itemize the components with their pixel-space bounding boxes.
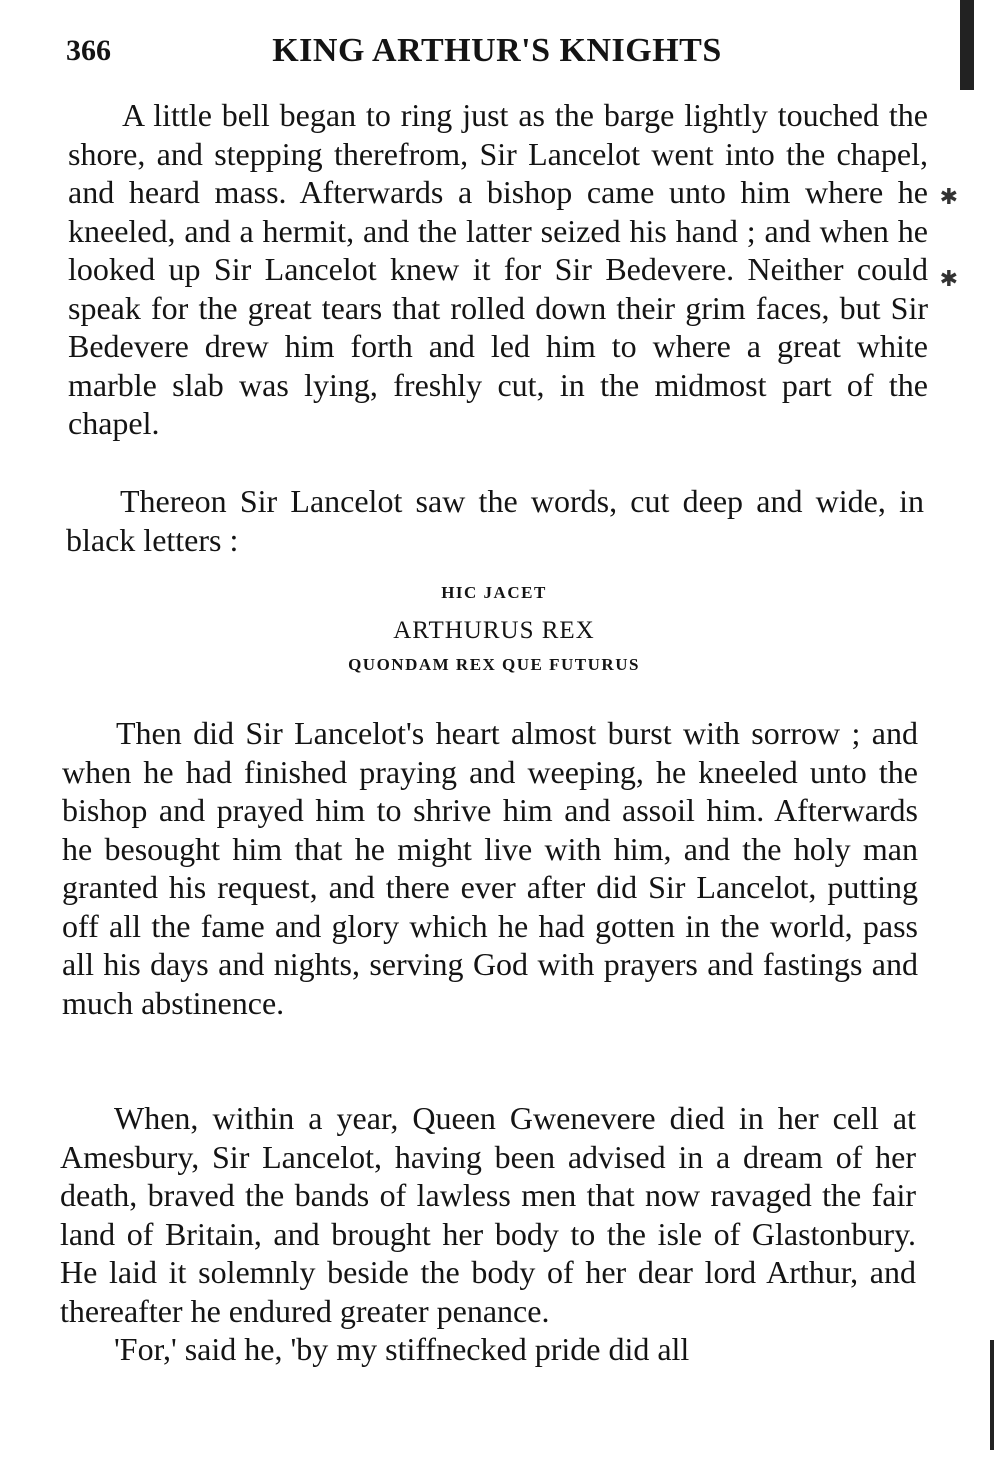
scan-edge-mark-top [960,0,974,90]
scan-edge-mark-bottom [990,1340,994,1450]
inscription-line-1: HIC JACET [441,583,547,602]
scan-speck-1: ✱ [939,184,958,209]
paragraph-bell-ringing: A little bell began to ring just as the barge lightly touched the shore, and stepping therefrom, Sir Lancelot went into the chapel, and heard mass. Afterwards a bishop came unto him where he kneeled, and a hermit, and the latter seized his hand ; and when he looked up Sir Lancelot knew it for Sir Bedevere. Neither could speak for the great tears that rolled down their grim faces, but Sir Bedevere drew him forth and led him to where a great white marble slab was lying, freshly cut, in the midmost part of the chapel. [68,97,928,441]
tomb-inscription [60,580,928,680]
page-header [66,28,928,78]
scan-speck-2: ✱ [939,266,958,291]
paragraph-gwenevere-death: When, within a year, Queen Gwenevere died in her cell at Amesbury, Sir Lancelot, having been advised in a dream of her death, braved the bands of lawless men that now ravaged the fair land of Britain, and brought her body to the isle of Glastonbury. He laid it solemnly beside the body of her dear lord Arthur, and thereafter he endured greater penance. [60,1100,916,1329]
inscription-line-3: QUONDAM REX QUE FUTURUS [348,655,640,674]
running-title: KING ARTHUR'S KNIGHTS [272,32,722,69]
paragraph-lancelot-sorrow: Then did Sir Lancelot's heart almost burst with sorrow ; and when he had finished praying and weeping, he kneeled unto the bishop and prayed him to shrive him and assoil him. Afterwards he besought him that he might live with him, and the holy man granted his request, and there ever after did Sir Lancelot, putting off all the fame and glory which he had gotten in the world, pass all his days and nights, serving God with prayers and fastings and much abstinence. [62,715,918,1021]
paragraph-inscription-intro: Thereon Sir Lancelot saw the words, cut deep and wide, in black letters : [66,483,924,558]
paragraph-stiffnecked-pride: 'For,' said he, 'by my stiffnecked pride did all [114,1331,690,1367]
inscription-line-2: ARTHURUS REX [393,617,595,644]
page-number: 366 [66,34,111,67]
